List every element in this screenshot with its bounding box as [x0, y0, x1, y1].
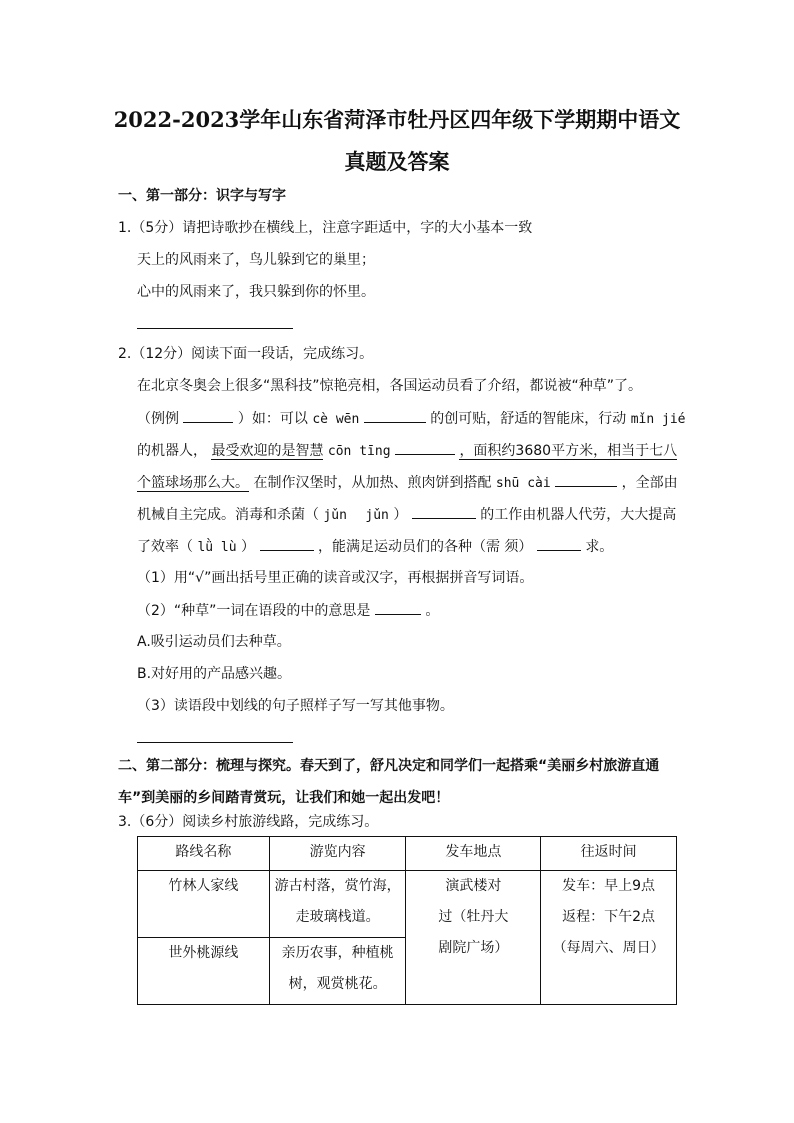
header-round-trip-time: 往返时间	[541, 837, 677, 871]
text-fragment: ，能满足运动员们的各种（需 须）	[317, 539, 533, 555]
text-fragment: 机械自主完成。消毒和杀菌（	[137, 507, 319, 523]
route2-name: 世外桃源线	[138, 938, 270, 1005]
cell-line: 剧院广场）	[438, 940, 509, 956]
q1-poem-line2: 心中的风雨来了，我只躲到你的怀里。	[137, 284, 375, 300]
text-fragment: （2）“种草”一词在语段的中的意思是	[137, 603, 371, 619]
text-fragment: ）	[241, 539, 256, 555]
cell-line: 游古村落，赏竹海，	[274, 878, 401, 894]
section2-heading-line2: 车”到美丽的乡间踏青赏玩，让我们和她一起出发吧！	[118, 790, 450, 806]
q2-paragraph-line4	[137, 472, 678, 494]
pinyin-option-2: jǔn	[365, 508, 389, 523]
pinyin-ce-wen: cè wēn	[312, 412, 360, 427]
q2-paragraph-line2	[137, 408, 685, 430]
departure-place-cell	[406, 871, 541, 1005]
page-title-line2: 真题及答案	[344, 149, 450, 174]
word-blank-2[interactable]	[395, 440, 455, 455]
table-header-row	[138, 837, 677, 871]
q2-sub2	[137, 600, 439, 621]
underlined-sentence: ，面积约3680平方米，相当于七八	[459, 443, 678, 459]
cell-line: 走玻璃栈道。	[295, 909, 380, 925]
example-blank[interactable]	[183, 408, 233, 423]
cell-line: （每周六、周日）	[552, 940, 665, 956]
pinyin-option-1: jǔn	[323, 508, 347, 523]
pinyin-lv-lu: lǜ lù	[197, 540, 237, 555]
word-blank-5[interactable]	[260, 536, 314, 551]
section1-heading: 一、第一部分：识字与写字	[118, 188, 286, 204]
q2-option-b[interactable]: B.对好用的产品感兴趣。	[137, 666, 292, 682]
word-blank-6[interactable]	[537, 536, 581, 551]
word-blank-4[interactable]	[412, 504, 476, 519]
header-departure-place: 发车地点	[406, 837, 541, 871]
cell-line: 发车：早上9点	[562, 878, 656, 894]
text-fragment: 求。	[585, 539, 614, 555]
q1-poem-line1: 天上的风雨来了，鸟儿躲到它的巢里；	[137, 252, 375, 268]
word-blank-3[interactable]	[555, 472, 617, 487]
cell-line: 树，观赏桃花。	[288, 976, 387, 992]
page-title-line1: 2022-2023学年山东省菏泽市牡丹区四年级下学期期中语文	[113, 107, 681, 132]
underlined-sentence: 最受欢迎的是智慧	[211, 443, 324, 459]
text-fragment: ）如：可以	[237, 411, 308, 427]
q2-sub1: （1）用“√”画出括号里正确的读音或汉字，再根据拼音写词语。	[137, 570, 534, 586]
table-row	[138, 871, 677, 938]
q2-option-a[interactable]: A.吸引运动员们去种草。	[137, 634, 291, 650]
round-trip-time-cell	[541, 871, 677, 1005]
section2-heading-line1: 二、第二部分：梳理与探究。春天到了，舒凡决定和同学们一起搭乘“美丽乡村旅游直通	[118, 758, 660, 774]
cell-line: 亲历农事，种植桃	[281, 945, 394, 961]
cell-line: 返程：下午2点	[562, 909, 656, 925]
route1-name: 竹林人家线	[138, 871, 270, 938]
pinyin-shu-cai: shū cài	[495, 476, 551, 491]
text-fragment: 的工作由机器人代劳，大大提高	[480, 507, 677, 523]
route1-content	[269, 871, 406, 938]
q2-sub3: （3）读语段中划线的句子照样子写一写其他事物。	[137, 698, 454, 714]
q2-paragraph-line6	[137, 536, 613, 558]
cell-line: 过（牡丹大	[438, 909, 509, 925]
q3-stem: 3.（6分）阅读乡村旅游线路，完成练习。	[118, 814, 379, 830]
q2-paragraph-line3	[137, 440, 677, 462]
pinyin-cong-ting: cōn tīng	[327, 444, 391, 459]
text-fragment: ，全部由	[621, 475, 678, 491]
sub2-answer-blank[interactable]	[375, 600, 421, 615]
header-content: 游览内容	[269, 837, 406, 871]
q2-paragraph-line1: 在北京冬奥会上很多“黑科技”惊艳亮相，各国运动员看了介绍，都说被“种草”了。	[137, 378, 643, 394]
text-fragment: 的创可贴，舒适的智能床，行动	[430, 411, 627, 427]
q2-paragraph-line5	[137, 504, 676, 526]
q2-stem: 2.（12分）阅读下面一段话，完成练习。	[118, 346, 374, 362]
route-table	[137, 836, 677, 1005]
cell-line: 演武楼对	[445, 878, 502, 894]
text-fragment: （例例	[137, 411, 179, 427]
q1-answer-line[interactable]	[137, 328, 293, 329]
header-route-name: 路线名称	[138, 837, 270, 871]
underlined-sentence: 个篮球场那么大。	[137, 475, 249, 491]
text-fragment: 的机器人，	[137, 443, 207, 459]
text-fragment: 在制作汉堡时，从加热、煎肉饼到搭配	[253, 475, 492, 491]
word-blank-1[interactable]	[364, 408, 426, 423]
route2-content	[269, 938, 406, 1005]
text-fragment: 了效率（	[137, 539, 193, 555]
text-fragment: ）	[393, 507, 408, 523]
q1-stem: 1.（5分）请把诗歌抄在横线上，注意字距适中，字的大小基本一致	[118, 220, 533, 236]
text-fragment: 。	[425, 603, 440, 619]
pinyin-min-jie: mǐn jié	[630, 412, 686, 427]
q2-sub3-answer-line[interactable]	[137, 742, 293, 743]
